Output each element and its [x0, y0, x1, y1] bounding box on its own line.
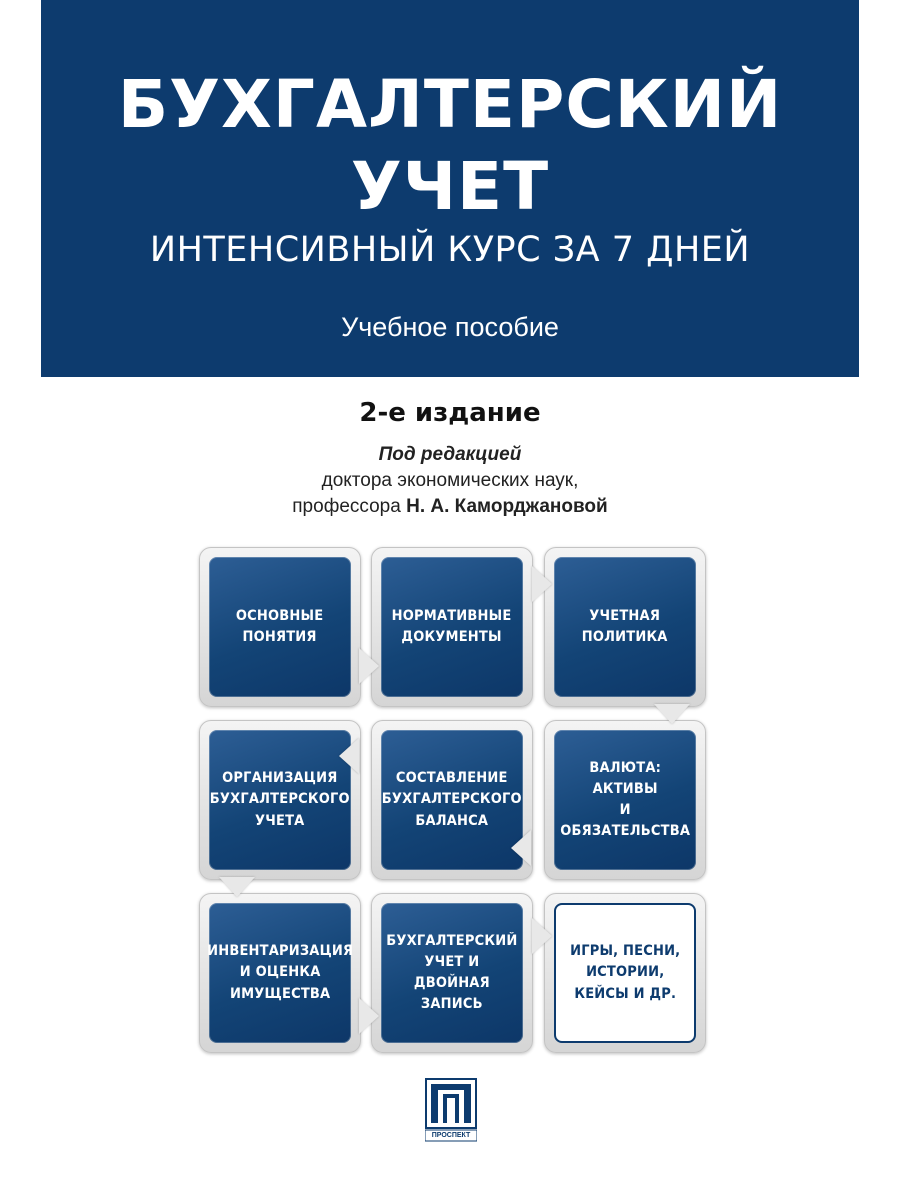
arrow-right-icon	[532, 566, 552, 602]
publisher-logo	[425, 1078, 477, 1142]
book-title-line2: УЧЕТ	[350, 148, 550, 225]
edition-label: 2-е издание	[359, 398, 541, 428]
editor-label: Под редакцией	[378, 444, 522, 465]
tile-inventory	[199, 893, 361, 1053]
tile-label: БУХГАЛТЕРСКИЙ УЧЕТ И ДВОЙНАЯ ЗАПИСЬ	[386, 932, 518, 1013]
book-subtitle: ИНТЕНСИВНЫЙ КУРС ЗА 7 ДНЕЙ	[149, 230, 751, 270]
arrow-left-icon	[339, 738, 359, 774]
tile-regulatory-documents	[371, 547, 533, 707]
tile-label: ИНВЕНТАРИЗАЦИЯ И ОЦЕНКА ИМУЩЕСТВА	[206, 943, 354, 1002]
tile-label: УЧЕТНАЯ ПОЛИТИКА	[582, 607, 668, 645]
tile-accounting-policy	[544, 547, 706, 707]
editor-title: профессора	[292, 496, 401, 517]
tile-balance-sheet	[371, 720, 533, 880]
arrow-down-icon	[654, 704, 690, 724]
tile-label: ОСНОВНЫЕ ПОНЯТИЯ	[236, 607, 324, 645]
tile-label: ИГРЫ, ПЕСНИ, ИСТОРИИ, КЕЙСЫ И ДР.	[569, 943, 681, 1002]
editor-name-line	[0, 496, 900, 518]
arrow-left-icon	[511, 830, 531, 866]
arrow-right-icon	[359, 648, 379, 684]
tile-label: НОРМАТИВНЫЕ ДОКУМЕНТЫ	[392, 607, 512, 645]
tile-games-cases	[544, 893, 706, 1053]
arrow-right-icon	[532, 918, 552, 954]
publisher-name: ПРОСПЕКТ	[431, 1132, 471, 1139]
tile-label: СОСТАВЛЕНИЕ БУХГАЛТЕРСКОГО БАЛАНСА	[382, 770, 522, 829]
tile-double-entry	[371, 893, 533, 1053]
arrow-right-icon	[359, 998, 379, 1034]
editor-name: Н. А. Каморджановой	[406, 496, 608, 517]
tile-accounting-organization	[199, 720, 361, 880]
tile-label: ВАЛЮТА: АКТИВЫ И ОБЯЗАТЕЛЬСТВА	[560, 759, 690, 840]
tile-basic-concepts	[199, 547, 361, 707]
arrow-down-icon	[219, 877, 255, 897]
tile-currency	[544, 720, 706, 880]
editor-degree: доктора экономических наук,	[321, 470, 579, 491]
title-banner	[41, 0, 859, 377]
book-title-line1: БУХГАЛТЕРСКИЙ	[117, 66, 783, 143]
book-type: Учебное пособие	[341, 312, 559, 342]
tile-label: ОРГАНИЗАЦИЯ БУХГАЛТЕРСКОГО УЧЕТА	[210, 770, 350, 829]
